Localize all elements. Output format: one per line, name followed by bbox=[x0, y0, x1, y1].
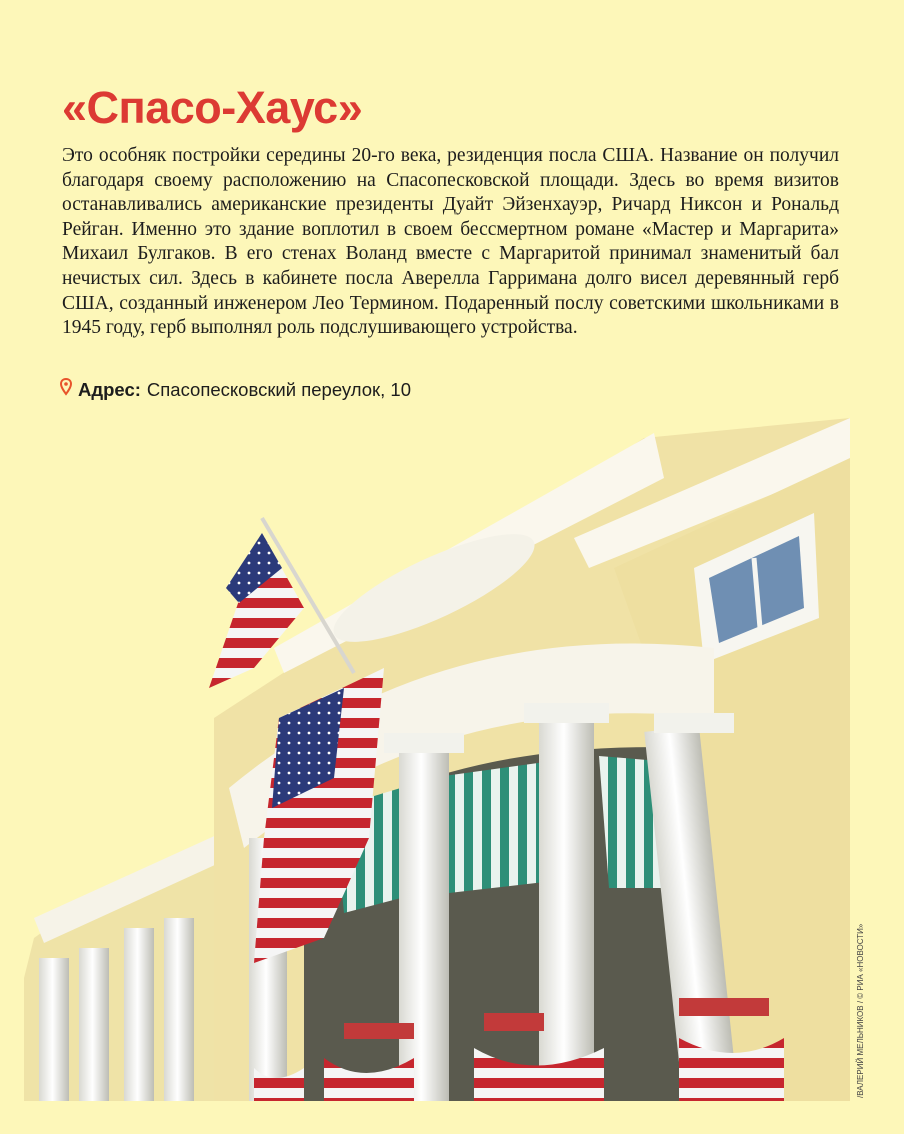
photo-credit: /ВАЛЕРИЙ МЕЛЬНИКОВ / © РИА «НОВОСТИ» bbox=[856, 923, 865, 1098]
article-title: «Спасо-Хаус» bbox=[62, 82, 363, 133]
address-label: Адрес: bbox=[78, 378, 141, 400]
building-photo bbox=[14, 418, 850, 1101]
article-body: Это особняк постройки середины 20-го века, резиденция посла США. Название он получил благодаря своему расположению на Спасопесковской площади. Здесь во время визитов останавливались американские президенты Дуайт Эйзенхауэр, Ричард Никсон и Рональд Рейган. Именно это здание воплотил в своем бессмертном романе «Мастер и Маргарита» Михаил Булгаков. В его стенах Воланд вместе с Маргаритой принимал знаменитый бал нечистых сил. Здесь в кабинете посла Аверелла Гарримана долго висел деревянный герб США, созданный инженером Лео Термином. Подаренный послу советскими школьниками в 1945 году, герб выполнял роль подслушивающего устройства. bbox=[62, 145, 839, 339]
address-line bbox=[60, 378, 411, 401]
address-value: Спасопесковский переулок, 10 bbox=[146, 378, 412, 400]
location-pin-icon bbox=[60, 378, 72, 401]
